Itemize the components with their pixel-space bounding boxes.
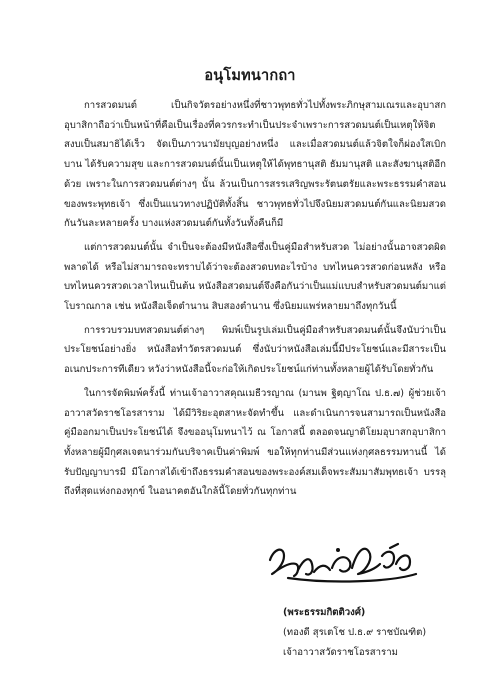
signer-block — [283, 603, 483, 663]
signer-position: เจ้าอาวาสวัดราชโอรสาราม — [283, 647, 398, 658]
signer-detail: (ทองดี สุรเตโช ป.ธ.๙ ราชบัณฑิต) — [283, 627, 427, 638]
paragraph-1: การสวดมนต์ เป็นกิจวัตรอย่างหนึ่งที่ชาวพุทธทั่วไปทั้งพระภิกษุสามเณรและอุบาสกอุบาสิกาถือว่าเป็นหน้าที่คือเป็นเรื่องที่ควรกระทำเป็นประจำเพราะการสวดมนต์เป็นเหตุให้จิตสงบเป็นสมาธิได้เร็ว จัดเป็นภาวนามัยบุญอย่างหนึ่ง และเมื่อสวดมนต์แล้วจิตใจก็ผ่องใสเบิกบาน ได้รับความสุข และการสวดมนต์นั้นเป็นเหตุให้ได้พุทธานุสติ ธัมมานุสติ และสังฆานุสติอีกด้วย เพราะในการสวดมนต์ต่างๆ นั้น ล้วนเป็นการสรรเสริญพระรัตนตรัยและพระธรรมคำสอนของพระพุทธเจ้า ซึ่งเป็นแนวทางปฏิบัติทั้งสิ้น ชาวพุทธทั่วไปจึงนิยมสวดมนต์กันและนิยมสวดกันวันละหลายครั้ง บางแห่งสวดมนต์กันทั้งวันทั้งคืนก็มี — [64, 100, 446, 230]
signer-name: (พระธรรมกิตติวงศ์) — [283, 607, 366, 618]
handwritten-signature — [240, 534, 480, 594]
document-title: อนุโมทนากถา — [204, 68, 296, 84]
paragraph-3: การรวบรวมบทสวดมนต์ต่างๆ พิมพ์เป็นรูปเล่มเป็นคู่มือสำหรับสวดมนต์นั้นจึงนับว่าเป็นประโยชน์อย่างยิ่ง หนังสือทำวัตรสวดมนต์ ซึ่งนับว่าหนังสือเล่มนี้มีประโยชน์และมีสาระเป็นอเนกประการทีเดียว หวังว่าหนังสือนี้จะก่อให้เกิดประโยชน์แก่ท่านทั้งหลายผู้ได้รับโดยทั่วกัน — [64, 324, 446, 376]
paragraph-2: แต่การสวดมนต์นั้น จำเป็นจะต้องมีหนังสือซึ่งเป็นคู่มือสำหรับสวด ไม่อย่างนั้นอาจสวดผิดพลาดได้ หรือไม่สามารถจะทราบได้ว่าจะต้องสวดบทอะไรบ้าง บทไหนควรสวดก่อนหลัง หรือบทไหนควรสวดเวลาไหนเป็นต้น หนังสือสวดมนต์จึงคือกันว่าเป็นแม่แบบสำหรับสวดมนต์มาแต่โบราณกาล เช่น หนังสือเจ็ดตำนาน สิบสองตำนาน ซึ่งนิยมแพร่หลายมาถึงทุกวันนี้ — [64, 241, 446, 313]
paragraph-4: ในการจัดพิมพ์ครั้งนี้ ท่านเจ้าอาวาสคุณเมธีวรญาณ (มานพ ฐิตฺญาโณ ป.ธ.๗) ผู้ช่วยเจ้าอาวาสวัดราชโอรสาราม ได้มีวิริยะอุตสาหะจัดทำขึ้น และดำเนินการจนสามารถเป็นหนังสือคู่มืออกมาเป็นประโยชน์ได้ จึงขออนุโมทนาไว้ ณ โอกาสนี้ ตลอดจนญาติโยมอุบาสกอุบาสิกาทั้งหลายผู้มีกุศลเจตนาร่วมกันบริจาคเป็นค่าพิมพ์ ขอให้ทุกท่านมีส่วนแห่งกุศลธรรมทานนี้ ได้รับปัญญาบารมี มีโอกาสได้เข้าถึงธรรมคำสอนของพระองค์สมเด็จพระสัมมาสัมพุทธเจ้า บรรลุถึงที่สุดแห่งกองทุกข์ ในอนาคตอันใกล้นี้โดยทั่วกันทุกท่าน — [64, 387, 446, 498]
document-body — [64, 96, 446, 506]
